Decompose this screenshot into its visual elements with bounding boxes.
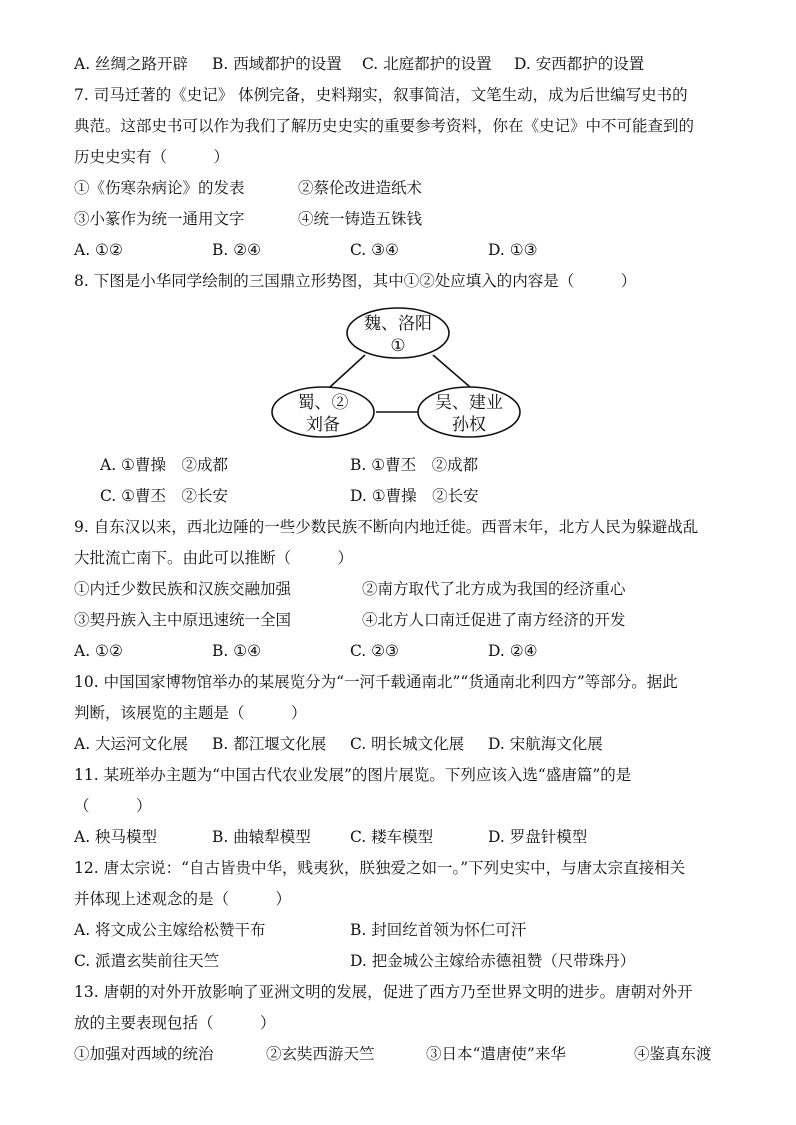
q13-item-2: ②玄奘西游天竺 — [266, 1045, 375, 1063]
q7-option-b: B. ②④ — [212, 241, 262, 259]
q13-item-1: ①加强对西域的统治 — [74, 1045, 214, 1063]
q6-option-c: C. 北庭都护的设置 — [362, 55, 492, 73]
q13-item-3: ③日本“遣唐使”来华 — [426, 1045, 566, 1063]
wu-node-line-2: 孙权 — [452, 415, 486, 435]
q10-option-b: B. 都江堰文化展 — [212, 735, 327, 753]
shu-node-line-1: 蜀、② — [297, 393, 349, 413]
q7-option-c: C. ③④ — [350, 241, 399, 259]
q8-option-d: D. ①曹操 ②长安 — [350, 487, 479, 505]
q7-stem-line-2: 典范。这部史书可以作为我们了解历史史实的重要参考资料，你在《史记》中不可能查到的 — [74, 117, 695, 135]
q9-option-d: D. ②④ — [488, 642, 538, 660]
q12-option-a: A. 将文成公主嫁给松赞干布 — [74, 921, 266, 939]
q7-item-4: ④统一铸造五铢钱 — [298, 210, 423, 228]
q11-option-a: A. 秧马模型 — [74, 828, 158, 846]
q9-option-a: A. ①② — [74, 642, 123, 660]
wei-node-line-2: ① — [390, 336, 406, 356]
q9-item-3: ③契丹族入主中原迅速统一全国 — [74, 611, 292, 629]
q7-stem-line-1: 7. 司马迁著的《史记》 体例完备，史料翔实，叙事简洁，文笔生动，成为后世编写史书的 — [74, 86, 688, 104]
q9-option-b: B. ①④ — [212, 642, 262, 660]
q11-option-d: D. 罗盘针模型 — [488, 828, 588, 846]
q13-item-4: ④鉴真东渡 — [634, 1045, 712, 1063]
q12-option-c: C. 派遣玄奘前往天竺 — [74, 952, 220, 970]
q9-stem-line-1: 9. 自东汉以来，西北边陲的一些少数民族不断向内地迁徙。西晋末年，北方人民为躲避战乱 — [74, 518, 699, 536]
q6-option-a: A. 丝绸之路开辟 — [74, 55, 189, 73]
q12-option-b: B. 封回纥首领为怀仁可汗 — [350, 921, 527, 939]
q11-option-b: B. 曲辕犁模型 — [212, 828, 311, 846]
q8-option-b: B. ①曹丕 ②成都 — [350, 456, 479, 474]
q8-option-a: A. ①曹操 ②成都 — [100, 456, 228, 474]
q7-stem-line-3: 历史史实有（ ） — [74, 148, 230, 166]
q10-option-c: C. 明长城文化展 — [350, 735, 465, 753]
q9-item-4: ④北方人口南迁促进了南方经济的开发 — [362, 611, 626, 629]
q7-item-3: ③小篆作为统一通用文字 — [74, 210, 245, 228]
q13-stem-line-2: 放的主要表现包括（ ） — [74, 1014, 276, 1032]
connector-top-right — [433, 355, 470, 387]
q11-stem-line-2: （ ） — [74, 797, 152, 815]
q11-option-c: C. 耧车模型 — [350, 828, 434, 846]
q7-item-1: ①《伤寒杂病论》的发表 — [74, 179, 245, 197]
q6-option-b: B. 西域都护的设置 — [212, 55, 342, 73]
q8-stem: 8. 下图是小华同学绘制的三国鼎立形势图，其中①②处应填入的内容是（ ） — [74, 272, 637, 290]
wei-node-line-1: 魏、洛阳 — [364, 314, 432, 334]
q9-option-c: C. ②③ — [350, 642, 399, 660]
q12-stem-line-2: 并体现上述观念的是（ ） — [74, 890, 292, 908]
q7-option-a: A. ①② — [74, 241, 123, 259]
q6-option-d: D. 安西都护的设置 — [514, 55, 645, 73]
q10-option-d: D. 宋航海文化展 — [488, 735, 603, 753]
q12-stem-line-1: 12. 唐太宗说：“自古皆贵中华，贱夷狄，朕独爱之如一。”下列史实中，与唐太宗直接相关 — [74, 859, 686, 877]
q9-item-1: ①内迁少数民族和汉族交融加强 — [74, 580, 292, 598]
q7-option-d: D. ①③ — [488, 241, 538, 259]
q13-stem-line-1: 13. 唐朝的对外开放影响了亚洲文明的发展，促进了西方乃至世界文明的进步。唐朝对外开 — [74, 983, 693, 1001]
q8-option-c: C. ①曹丕 ②长安 — [100, 487, 229, 505]
q10-option-a: A. 大运河文化展 — [74, 735, 189, 753]
three-kingdoms-diagram — [270, 305, 530, 445]
q9-item-2: ②南方取代了北方成为我国的经济重心 — [362, 580, 626, 598]
q11-stem-line-1: 11. 某班举办主题为“中国古代农业发展”的图片展览。下列应该入选“盛唐篇”的是 — [74, 766, 632, 784]
wu-node-line-1: 吴、建业 — [435, 393, 503, 413]
q10-stem-line-1: 10. 中国国家博物馆举办的某展览分为“一河千载通南北”“货通南北利四方”等部分。据此 — [74, 673, 678, 691]
shu-node-line-2: 刘备 — [306, 415, 340, 435]
q9-stem-line-2: 大批流亡南下。由此可以推断（ ） — [74, 549, 354, 567]
q10-stem-line-2: 判断，该展览的主题是（ ） — [74, 704, 307, 722]
q12-option-d: D. 把金城公主嫁给赤德祖赞（尺带珠丹） — [350, 952, 636, 970]
q7-item-2: ②蔡伦改进造纸术 — [298, 179, 423, 197]
connector-top-left — [330, 355, 365, 387]
